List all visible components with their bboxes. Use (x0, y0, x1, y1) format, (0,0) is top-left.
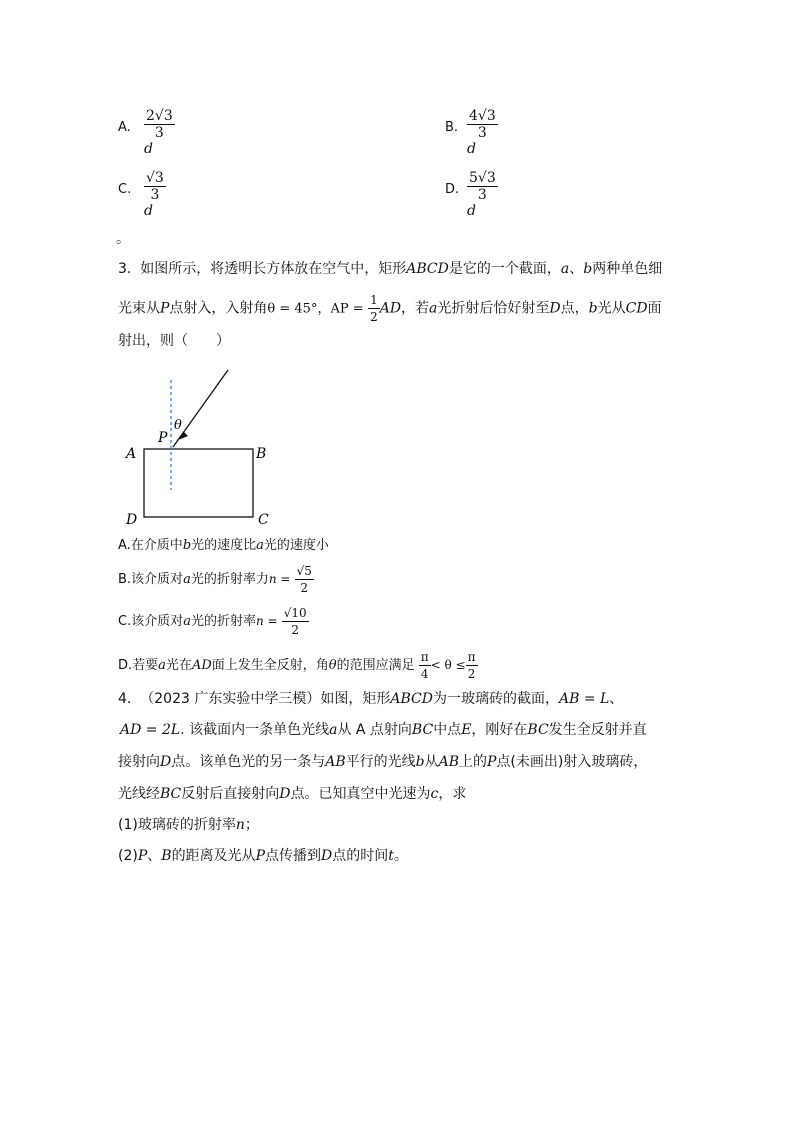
fraction-numerator: √10 (283, 606, 307, 620)
text: 反射后直接射向 (181, 786, 280, 802)
math-abcd: ABCD (390, 691, 433, 707)
text: (2) (118, 848, 138, 864)
fraction-denominator: 2 (370, 310, 378, 324)
math-p: P (255, 848, 265, 864)
math-n-eq: n = (268, 572, 291, 586)
q3-choice-c (118, 604, 309, 639)
question-number: 4. (118, 691, 132, 707)
fraction-numerator: 2√3 (146, 108, 173, 124)
math-b: B (161, 848, 172, 864)
q4-sub-2 (118, 846, 408, 866)
text: 的范围应满足 (336, 658, 415, 673)
math-t: t (388, 848, 394, 864)
q3-choice-b (118, 562, 314, 597)
rectangle-abcd (144, 449, 253, 517)
text: 面上发生全反射，角 (211, 658, 329, 673)
fraction-numerator: 5√3 (469, 170, 496, 186)
math-ab: AB (438, 754, 460, 770)
text: 光在 (165, 658, 192, 673)
text: 、 (609, 691, 624, 707)
fraction-numerator: π (420, 650, 429, 664)
option-label: C. (118, 182, 132, 197)
math-a: a (183, 614, 191, 629)
text: 光的速度比 (191, 538, 257, 553)
math-e: E (461, 722, 472, 738)
text: 如图所示，将透明长方体放在空气中，矩形 (140, 261, 407, 277)
math-theta: θ (328, 658, 337, 673)
math-a: a (560, 261, 570, 277)
text: 、 (569, 261, 584, 277)
text: 的距离及光从 (171, 848, 256, 864)
text: 点。已知真空中光速为 (290, 786, 431, 802)
math-p: P (137, 848, 148, 864)
text: （2023 广东实验中学三模）如图，矩形 (140, 691, 391, 707)
text: (1)玻璃砖的折射率 (118, 817, 236, 833)
text: 点传播到 (264, 848, 321, 864)
option-label: B. (445, 120, 459, 135)
fraction-denominator: 3 (477, 125, 487, 141)
text: ，若 (401, 300, 430, 317)
math-b: b (182, 538, 192, 553)
text: D.若要 (118, 658, 159, 673)
text: B.该介质对 (118, 572, 184, 587)
q3-line-1 (118, 259, 662, 279)
text: 点。该单色光的另一条与 (171, 754, 326, 770)
math-theta-ap: θ = 45°，AP = (267, 301, 364, 317)
q4-line-3 (118, 752, 647, 772)
math-a: a (183, 572, 191, 587)
math-c: c (430, 786, 439, 802)
fraction-denominator: 3 (477, 187, 487, 203)
text: 光从 (597, 300, 626, 317)
option-label: D. (445, 182, 460, 197)
text: . 该截面内一条单色光线 (180, 722, 330, 738)
label-theta: θ (174, 418, 182, 433)
math-d: D (549, 300, 561, 317)
label-c: C (258, 512, 269, 528)
incident-ray (173, 370, 228, 447)
math-bc: BC (411, 722, 434, 738)
text: 光折射后恰好射至 (437, 300, 550, 317)
math-b: b (588, 300, 598, 317)
text: 。 (393, 848, 408, 864)
fraction-denominator: 2 (300, 581, 309, 595)
q3-figure (118, 362, 288, 532)
math-p: P (487, 754, 497, 770)
math-b: b (415, 754, 425, 770)
math-bc: BC (160, 786, 182, 802)
text: 从 (424, 754, 439, 770)
math-b: b (583, 261, 593, 277)
label-b: B (256, 446, 267, 462)
text: 、 (147, 848, 162, 864)
text: 光的折射率力 (190, 572, 269, 587)
text: 从 A 点射向 (337, 722, 412, 738)
label-p: P (158, 430, 168, 446)
text: 点(未画出)射入玻璃砖， (496, 754, 648, 770)
inequality: < θ ≤ (430, 658, 466, 672)
text: 发生全反射并直 (548, 722, 647, 738)
text: ； (244, 817, 259, 833)
fraction-denominator: 2 (467, 667, 476, 681)
fraction-denominator: 3 (154, 125, 164, 141)
fraction-numerator: √3 (146, 170, 164, 186)
text: 点射入，入射角 (169, 300, 268, 317)
fraction-denominator: 2 (291, 623, 300, 637)
math-a: a (158, 658, 166, 673)
q4-sub-1 (118, 815, 259, 835)
text: 面 (647, 300, 662, 317)
q3-choice-d (118, 648, 478, 683)
math-n-eq: n = (256, 614, 278, 628)
text: 平行的光线 (345, 754, 416, 770)
text: 光的折射率 (190, 614, 256, 629)
math-a: a (329, 722, 338, 738)
q3-line-2 (118, 292, 662, 325)
text: 上的 (459, 754, 488, 770)
fraction-denominator: 4 (420, 667, 429, 681)
variable-d: d (467, 203, 476, 219)
math-d: D (160, 754, 172, 770)
fraction-numerator: 1 (370, 293, 378, 307)
q3-line-3: 射出，则（ ） (118, 333, 230, 349)
q4-line-1 (118, 689, 623, 709)
fraction-numerator: π (467, 650, 476, 664)
text: 光线经 (118, 786, 160, 802)
text: 点， (560, 300, 589, 317)
math-abcd: ABCD (406, 261, 449, 277)
math-d: D (279, 786, 291, 802)
text: 光束从 (118, 300, 160, 317)
math-ab-eq-l: AB = L (558, 691, 610, 707)
math-cd: CD (625, 300, 648, 317)
label-d: D (126, 512, 138, 528)
variable-d: d (144, 203, 153, 219)
text: A.在介质中 (118, 538, 183, 553)
text: 是它的一个截面， (448, 261, 561, 277)
text: 为一玻璃砖的截面， (432, 691, 559, 707)
text: ，求 (438, 786, 467, 802)
math-n: n (235, 817, 245, 833)
math-ad: AD (379, 300, 402, 317)
fraction-denominator: 3 (150, 187, 160, 203)
variable-d: d (144, 141, 153, 157)
math-a: a (256, 538, 264, 553)
text: 点的时间 (332, 848, 389, 864)
math-ad-eq-2l: AD = 2L (120, 722, 181, 738)
math-d: D (320, 848, 333, 864)
math-bc: BC (527, 722, 549, 738)
fraction-numerator: 4√3 (469, 108, 496, 124)
text: ，刚好在 (471, 722, 528, 738)
q4-line-2 (120, 720, 647, 740)
q3-choice-a (118, 536, 329, 556)
option-label: A. (118, 120, 131, 135)
q2-trailing-mark: 。 (116, 231, 130, 247)
text: 两种单色细 (592, 261, 663, 277)
variable-d: d (467, 141, 476, 157)
text: 中点 (433, 722, 462, 738)
label-a: A (126, 446, 137, 462)
fraction-numerator: √5 (296, 564, 312, 578)
math-ad: AD (191, 658, 212, 673)
question-number: 3. (118, 261, 132, 277)
math-p: P (160, 300, 170, 317)
q4-line-4 (118, 784, 466, 804)
math-ab: AB (325, 754, 346, 770)
math-a: a (429, 300, 438, 317)
text: C.该介质对 (118, 614, 184, 629)
text: 接射向 (118, 754, 160, 770)
text: 光的速度小 (263, 538, 329, 553)
